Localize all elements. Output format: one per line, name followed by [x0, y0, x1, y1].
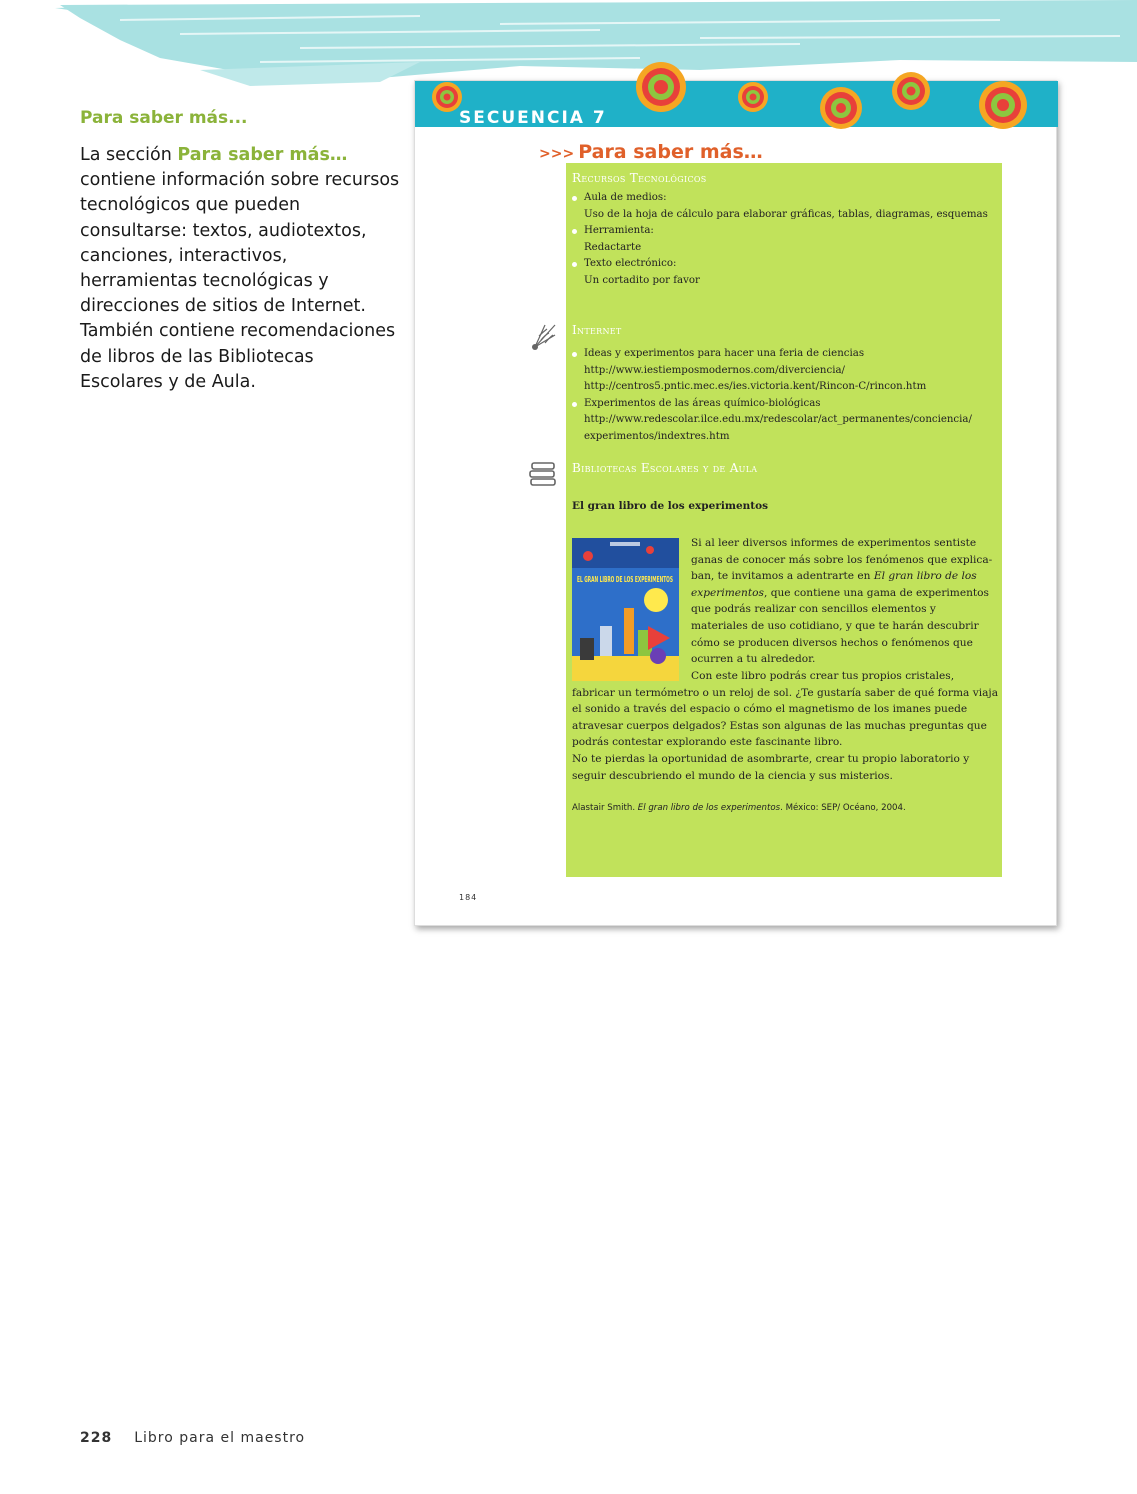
internet-link[interactable]: experimentos/indextres.htm — [584, 430, 730, 442]
sidebar-intro-after: contiene información sobre recursos tecnológicos que pueden consultarse: textos, audiotextos, canciones, interactivos, herramientas tecnológicas y direcciones de sitios de Internet. También contiene recomendaciones de libros de las Bibliotecas Escolares y de Aula. — [80, 170, 400, 392]
internet-list — [572, 346, 998, 446]
book-title-inline: El gran libro de los experimentos — [691, 570, 977, 599]
inner-page-number: 184 — [459, 893, 478, 902]
recursos-heading: Recursos Tecnológicos — [572, 171, 707, 185]
book-title: El gran libro de los experimentos — [572, 500, 769, 512]
brush-stroke-decoration — [0, 0, 1137, 90]
circle-6 — [979, 81, 1027, 129]
book-paragraph: No te pierdas la oportunidad de asombrarte, crear tu propio laboratorio y seguir descubriendo el mundo de la ciencia y sus misterios. — [572, 752, 970, 782]
sidebar-intro-highlight: Para saber más… — [177, 145, 348, 165]
recursos-item-detail: Redactarte — [584, 241, 642, 253]
books-icon — [528, 460, 558, 488]
section-title — [539, 141, 763, 163]
book-paragraph: Con este libro podrás crear tus propios cristales, fabricar un termómetro o un reloj de sol. ¿Te gustaría saber de qué forma viaja el sonido a través del espacio o cómo el magnetismo de los imanes puede atravesar cuerpos delgados? Estas son algunas de las muchas preguntas que podrás contestar explorando este fascinante libro. — [572, 670, 999, 749]
sidebar-heading: Para saber más... — [80, 108, 248, 128]
footer-page-number: 228 — [80, 1430, 113, 1446]
circle-4 — [820, 87, 862, 129]
book-citation: Alastair Smith. El gran libro de los experimentos. México: SEP/ Océano, 2004. — [572, 803, 906, 813]
internet-heading: Internet — [572, 323, 622, 337]
bibliotecas-heading: Bibliotecas Escolares y de Aula — [572, 461, 758, 475]
spider-web-icon — [529, 323, 557, 351]
sequence-title: SECUENCIA 7 — [459, 108, 607, 128]
page-footer — [80, 1430, 305, 1446]
section-title-text: Para saber más… — [578, 141, 763, 163]
recursos-item-detail: Uso de la hoja de cálculo para elaborar gráficas, tablas, diagramas, esquemas — [584, 208, 988, 220]
circle-3 — [738, 82, 768, 112]
recursos-item-detail: Un cortadito por favor — [584, 274, 700, 286]
recursos-item: Aula de medios: — [572, 190, 998, 207]
internet-link[interactable]: http://centros5.pntic.mec.es/ies.victoria.kent/Rincon-C/rincon.htm — [584, 381, 927, 393]
resources-box — [566, 163, 1002, 877]
internet-item: Ideas y experimentos para hacer una feria de ciencias — [572, 346, 998, 363]
sidebar-intro — [80, 143, 400, 395]
internet-link[interactable]: http://www.iestiemposmodernos.com/diverciencia/ — [584, 364, 845, 376]
circle-2 — [636, 62, 686, 112]
recursos-item: Texto electrónico: — [572, 256, 998, 273]
footer-label: Libro para el maestro — [134, 1430, 306, 1446]
book-cover-image — [572, 538, 679, 681]
book-description-body — [572, 668, 998, 784]
recursos-item: Herramienta: — [572, 223, 998, 240]
book-description-intro: Si al leer diversos informes de experimentos sentiste ganas de conocer más sobre los fenómenos que explica-ban, te invitamos a adentrarte en El gran libro de los experimentos, que contiene una gama de experimentos que podrás realizar con sencillos elementos y materiales de uso cotidiano, y que te harán descubrir cómo se producen diversos hechos o fenómenos que ocurren a tu alrededor. — [691, 537, 993, 666]
circle-1 — [432, 82, 462, 112]
cover-title: EL GRAN LIBRO DE LOS EXPERIMENTOS — [577, 575, 674, 584]
section-arrows: >>> — [539, 146, 575, 162]
internet-item: Experimentos de las áreas químico-biológicas — [572, 396, 998, 413]
sidebar-intro-before: La sección — [80, 145, 178, 165]
circle-5 — [892, 72, 930, 110]
internet-link[interactable]: http://www.redescolar.ilce.edu.mx/redescolar/act_permanentes/conciencia/ — [584, 414, 972, 426]
recursos-list — [572, 190, 998, 290]
embedded-page — [414, 80, 1057, 926]
